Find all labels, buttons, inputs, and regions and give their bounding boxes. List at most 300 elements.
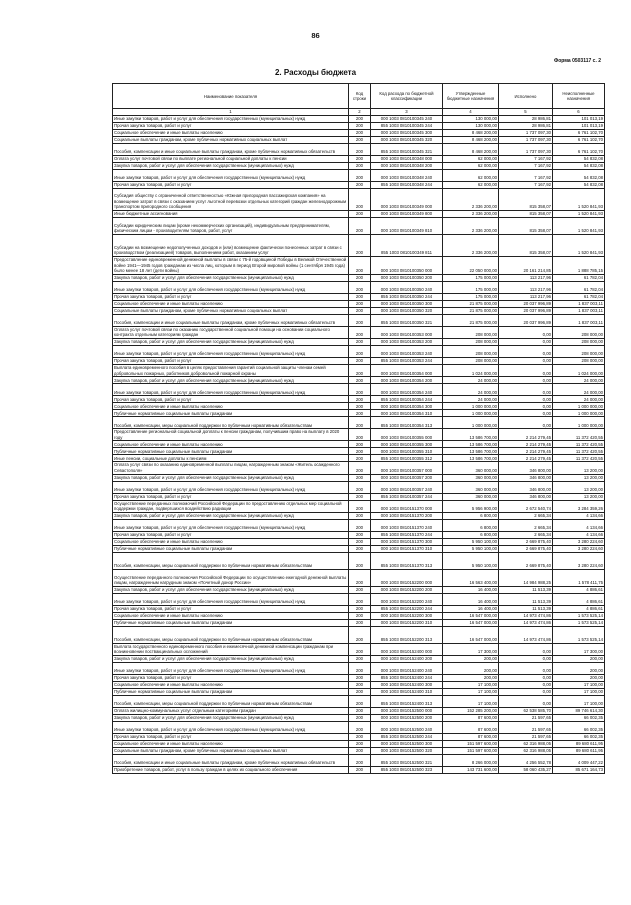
table-row [113,345,605,357]
row-line-code: 200 [349,338,371,345]
table-row [113,626,605,643]
row-name: Субсидия обществу с ограниченной ответственностью «Южная пригородная пассажирская компания» на возмещение затрат в связи с оказанием услуг льготной перевозки отдельных категорий граждан железнодорожным транспортом пригородного сообщения [113,189,349,211]
row-approved-amount: 24 000,00 [443,396,499,403]
row-approved-amount: 8 468 200,00 [443,144,499,156]
row-classification-code: 000 1003 0810100357 200 [371,474,443,481]
row-name: Закупка товаров, работ и услуг для обеспечения государственных (муниципальных) нужд [113,338,349,345]
row-unexecuted-amount: 4 886,61 [553,593,605,605]
row-line-code: 200 [349,357,371,364]
row-name: Иные закупки товаров, работ и услуг для обеспечения государственных (муниципальных) нужд [113,281,349,293]
row-classification-code: 000 1003 0810152500 300 [371,740,443,747]
row-unexecuted-amount: 4 134,66 [553,531,605,538]
row-classification-code: 855 1003 0810151370 313 [371,552,443,569]
row-executed-amount: 0,00 [499,674,553,681]
row-executed-amount: 14 973 474,86 [499,619,553,626]
row-name: Закупка товаров, работ и услуг для обеспечения государственных (муниципальных) нужд [113,163,349,170]
column-header-name: Наименование показателя [113,84,349,109]
row-executed-amount: 0,00 [499,643,553,655]
row-executed-amount: 58 060 435,27 [499,766,553,773]
row-line-code: 200 [349,137,371,144]
row-unexecuted-amount: 11 372 420,55 [553,448,605,455]
table-row [113,538,605,545]
row-name: Прочая закупка товаров, работ и услуг [113,674,349,681]
row-name: Прочая закупка товаров, работ и услуг [113,493,349,500]
row-line-code: 200 [349,163,371,170]
row-executed-amount: 7 167,92 [499,156,553,163]
row-unexecuted-amount: 17 100,00 [553,695,605,707]
row-executed-amount: 20 037 996,89 [499,300,553,307]
row-classification-code: 000 1003 0810100354 240 [371,384,443,396]
row-classification-code: 855 1003 0810152200 313 [371,626,443,643]
row-classification-code: 000 1003 0810100348 000 [371,156,443,163]
row-classification-code: 000 1003 0810100345 320 [371,137,443,144]
row-unexecuted-amount: 1 520 841,93 [553,211,605,218]
row-name: Субсидии юридическим лицам (кроме некоммерческих организаций), индивидуальным предпринимателям, физическим лицам - производителям товаров, работ, услуг [113,218,349,235]
row-name: Осуществление переданного полномочия Российской Федерации по осуществлению ежегодной денежной выплаты лицам, награжденным нагрудным знаком «Почетный донор России» [113,569,349,586]
row-name: Иные закупки товаров, работ и услуг для обеспечения государственных (муниципальных) нужд [113,593,349,605]
row-approved-amount: 21 875 000,00 [443,314,499,326]
row-approved-amount: 17 100,00 [443,688,499,695]
row-approved-amount: 24 000,00 [443,377,499,384]
column-number: 6 [553,109,605,116]
table-row [113,747,605,754]
row-name: Осуществление переданных полномочий Российской Федерации по предоставлению отдельных мер социальной поддержки граждан, подвергшихся воздействию радиации [113,500,349,512]
row-line-code: 200 [349,293,371,300]
row-line-code: 200 [349,235,371,257]
table-row [113,474,605,481]
row-unexecuted-amount: 101 013,19 [553,123,605,130]
row-classification-code: 000 1003 0810100355 300 [371,441,443,448]
row-classification-code: 000 1003 0810100349 810 [371,218,443,235]
row-classification-code: 000 1003 0810152500 240 [371,721,443,733]
row-executed-amount: 0,00 [499,662,553,674]
row-unexecuted-amount: 6 761 102,70 [553,137,605,144]
row-classification-code: 855 1003 0810100345 244 [371,123,443,130]
row-approved-amount: 5 950 100,00 [443,538,499,545]
row-name: Выплата единовременного пособия в целях предоставления гарантий социальной защиты членам семей добровольных пожарных, работников добровольной пожарной охраны [113,364,349,376]
row-name: Закупка товаров, работ и услуг для обеспечения государственных (муниципальных) нужд [113,655,349,662]
row-executed-amount: 346 800,00 [499,493,553,500]
row-approved-amount: 2 336 200,00 [443,189,499,211]
row-approved-amount: 62 000,00 [443,156,499,163]
row-line-code: 200 [349,403,371,410]
table-row [113,300,605,307]
row-executed-amount: 14 973 474,86 [499,612,553,619]
row-unexecuted-amount: 11 372 420,55 [553,455,605,462]
row-classification-code: 000 1003 0810100350 300 [371,300,443,307]
row-name: Социальные выплаты гражданам, кроме публичных нормативных социальных выплат [113,747,349,754]
table-row [113,357,605,364]
row-approved-amount: 130 000,00 [443,116,499,123]
row-name: Прочая закупка товаров, работ и услуг [113,733,349,740]
row-unexecuted-amount: 24 000,00 [553,377,605,384]
row-line-code: 200 [349,740,371,747]
row-classification-code: 000 1003 0810100354 200 [371,377,443,384]
row-unexecuted-amount: 54 832,08 [553,182,605,189]
table-row [113,281,605,293]
row-unexecuted-amount: 89 746 614,30 [553,707,605,714]
row-executed-amount: 0,00 [499,338,553,345]
row-classification-code: 000 1003 0810151370 000 [371,500,443,512]
row-approved-amount: 1 000 000,00 [443,410,499,417]
table-row [113,377,605,384]
row-approved-amount: 62 000,00 [443,182,499,189]
row-classification-code: 000 1003 0810152500 000 [371,707,443,714]
row-unexecuted-amount: 17 300,00 [553,643,605,655]
row-approved-amount: 200,00 [443,655,499,662]
header-row [113,84,605,109]
row-approved-amount: 360 000,00 [443,493,499,500]
table-row [113,605,605,612]
row-line-code: 200 [349,345,371,357]
row-executed-amount: 0,00 [499,396,553,403]
row-approved-amount: 5 950 100,00 [443,552,499,569]
row-line-code: 200 [349,182,371,189]
row-classification-code: 855 1003 0810152400 313 [371,695,443,707]
table-row [113,338,605,345]
row-approved-amount: 87 600,00 [443,714,499,721]
table-row [113,455,605,462]
table-row [113,429,605,441]
row-executed-amount: 1 737 097,30 [499,144,553,156]
row-name: Социальное обеспечение и иные выплаты населению [113,300,349,307]
table-row [113,531,605,538]
row-line-code: 200 [349,377,371,384]
row-executed-amount: 28 986,81 [499,116,553,123]
row-name: Иные бюджетные ассигнования [113,211,349,218]
row-line-code: 200 [349,714,371,721]
row-executed-amount: 2 665,34 [499,531,553,538]
row-classification-code: 000 1003 0810151370 240 [371,519,443,531]
row-executed-amount: 1 737 097,30 [499,130,553,137]
row-executed-amount: 20 037 996,89 [499,314,553,326]
row-line-code: 200 [349,655,371,662]
table-row [113,688,605,695]
row-name: Прочая закупка товаров, работ и услуг [113,531,349,538]
row-approved-amount: 21 875 000,00 [443,300,499,307]
row-approved-amount: 6 800,00 [443,512,499,519]
row-classification-code: 000 1003 0810100345 300 [371,130,443,137]
row-name: Закупка товаров, работ и услуг для обеспечения государственных (муниципальных) нужд [113,474,349,481]
row-executed-amount: 4 256 552,78 [499,754,553,766]
row-line-code: 200 [349,474,371,481]
row-unexecuted-amount: 1 888 785,15 [553,257,605,275]
page-number: 86 [311,31,320,40]
row-executed-amount: 7 167,92 [499,182,553,189]
row-executed-amount: 0,00 [499,403,553,410]
table-row [113,417,605,429]
row-name: Пособия, компенсации и иные социальные выплаты гражданам, кроме публичных нормативных обязательств [113,144,349,156]
table-row [113,481,605,493]
row-name: Прочая закупка товаров, работ и услуг [113,123,349,130]
row-classification-code: 855 1003 0810100348 244 [371,182,443,189]
row-line-code: 200 [349,429,371,441]
row-line-code: 200 [349,384,371,396]
row-name: Закупка товаров, работ и услуг для обеспечения государственных (муниципальных) нужд [113,377,349,384]
row-name: Социальное обеспечение и иные выплаты населению [113,681,349,688]
column-number: 5 [499,109,553,116]
row-classification-code: 000 1003 0810100354 000 [371,364,443,376]
row-name: Иные закупки товаров, работ и услуг для обеспечения государственных (муниципальных) нужд [113,345,349,357]
row-executed-amount: 11 513,39 [499,593,553,605]
row-line-code: 200 [349,364,371,376]
row-approved-amount: 13 586 700,00 [443,448,499,455]
row-unexecuted-amount: 3 280 224,60 [553,545,605,552]
row-approved-amount: 16 400,00 [443,586,499,593]
row-approved-amount: 360 000,00 [443,462,499,474]
row-approved-amount: 1 000 000,00 [443,417,499,429]
row-name: Закупка товаров, работ и услуг для обеспечения государственных (муниципальных) нужд [113,512,349,519]
table-row [113,307,605,314]
row-unexecuted-amount: 208 000,00 [553,338,605,345]
table-row [113,619,605,626]
row-unexecuted-amount: 89 680 611,95 [553,740,605,747]
row-unexecuted-amount: 11 372 420,55 [553,441,605,448]
row-line-code: 200 [349,674,371,681]
row-name: Предоставление региональной социальной доплаты к пенсии гражданам, получившим право на выплату в 2020 году [113,429,349,441]
table-row [113,519,605,531]
row-line-code: 200 [349,396,371,403]
row-name: Субсидии на возмещение недополученных доходов и (или) возмещение фактически понесенных затрат в связи с производством (реализацией) товаров, выполнением работ, оказанием услуг [113,235,349,257]
row-line-code: 200 [349,156,371,163]
row-name: Пособия, компенсации, меры социальной поддержки по публичным нормативным обязательствам [113,626,349,643]
row-name: Прочая закупка товаров, работ и услуг [113,357,349,364]
row-name: Публичные нормативные социальные выплаты гражданам [113,545,349,552]
row-unexecuted-amount: 6 761 102,70 [553,130,605,137]
row-executed-amount: 0,00 [499,364,553,376]
row-approved-amount: 5 956 900,00 [443,500,499,512]
row-executed-amount: 11 513,39 [499,586,553,593]
row-line-code: 200 [349,586,371,593]
row-approved-amount: 360 000,00 [443,474,499,481]
row-executed-amount: 0,00 [499,688,553,695]
row-approved-amount: 17 100,00 [443,695,499,707]
column-number-row [113,109,605,116]
row-classification-code: 000 1003 0810152400 300 [371,681,443,688]
row-executed-amount: 2 214 279,45 [499,441,553,448]
row-unexecuted-amount: 1 573 525,14 [553,619,605,626]
column-number: 4 [443,109,499,116]
row-executed-amount: 7 167,92 [499,170,553,182]
row-executed-amount: 0,00 [499,681,553,688]
row-executed-amount: 113 217,96 [499,274,553,281]
row-approved-amount: 62 000,00 [443,170,499,182]
row-approved-amount: 62 000,00 [443,163,499,170]
row-executed-amount: 20 161 214,85 [499,257,553,275]
table-row [113,612,605,619]
row-classification-code: 855 1003 0810100357 244 [371,493,443,500]
row-line-code: 200 [349,211,371,218]
table-row [113,512,605,519]
row-approved-amount: 208 000,00 [443,345,499,357]
column-number: 1 [113,109,349,116]
row-line-code: 200 [349,123,371,130]
row-approved-amount: 175 000,00 [443,281,499,293]
row-name: Прочая закупка товаров, работ и услуг [113,605,349,612]
row-line-code: 200 [349,274,371,281]
row-name: Иные закупки товаров, работ и услуг для обеспечения государственных (муниципальных) нужд [113,721,349,733]
row-executed-amount: 815 358,07 [499,189,553,211]
row-classification-code: 000 1003 0810100353 240 [371,345,443,357]
row-line-code: 200 [349,314,371,326]
row-unexecuted-amount: 11 372 420,55 [553,429,605,441]
row-unexecuted-amount: 1 520 841,93 [553,235,605,257]
row-approved-amount: 87 600,00 [443,733,499,740]
row-approved-amount: 151 597 600,00 [443,747,499,754]
row-classification-code: 000 1003 0810152500 320 [371,747,443,754]
row-unexecuted-amount: 1 024 000,00 [553,364,605,376]
row-executed-amount: 346 800,00 [499,462,553,474]
row-approved-amount: 22 050 000,00 [443,257,499,275]
row-executed-amount: 346 800,00 [499,474,553,481]
row-classification-code: 000 1003 0810100349 000 [371,189,443,211]
row-approved-amount: 5 950 100,00 [443,545,499,552]
row-name: Публичные нормативные социальные выплаты гражданам [113,448,349,455]
row-unexecuted-amount: 1 573 525,14 [553,612,605,619]
table-row [113,569,605,586]
row-unexecuted-amount: 4 134,66 [553,519,605,531]
row-name: Иные закупки товаров, работ и услуг для обеспечения государственных (муниципальных) нужд [113,170,349,182]
row-approved-amount: 6 800,00 [443,531,499,538]
row-approved-amount: 16 547 000,00 [443,619,499,626]
row-name: Социальные выплаты гражданам, кроме публичных нормативных социальных выплат [113,307,349,314]
row-executed-amount: 14 973 474,86 [499,626,553,643]
expenses-table [112,83,605,774]
row-line-code: 200 [349,512,371,519]
row-classification-code: 000 1003 0810152400 310 [371,688,443,695]
row-classification-code: 000 1003 0810152200 240 [371,593,443,605]
table-row [113,674,605,681]
table-row [113,364,605,376]
column-header-approved: Утвержденные бюджетные назначения [443,84,499,109]
row-name: Публичные нормативные социальные выплаты гражданам [113,410,349,417]
table-row [113,257,605,275]
row-executed-amount: 28 986,81 [499,123,553,130]
row-executed-amount: 7 167,92 [499,163,553,170]
table-row [113,662,605,674]
row-name: Иные пенсии, социальные доплаты к пенсиям [113,455,349,462]
row-unexecuted-amount: 66 002,35 [553,733,605,740]
row-executed-amount: 113 217,96 [499,293,553,300]
row-unexecuted-amount: 61 782,04 [553,274,605,281]
row-approved-amount: 208 000,00 [443,326,499,338]
row-unexecuted-amount: 54 832,08 [553,156,605,163]
row-approved-amount: 16 563 400,00 [443,569,499,586]
row-executed-amount: 11 513,39 [499,605,553,612]
row-approved-amount: 8 468 200,00 [443,137,499,144]
row-approved-amount: 16 547 000,00 [443,612,499,619]
row-classification-code: 855 1003 0810100350 321 [371,314,443,326]
row-unexecuted-amount: 61 782,04 [553,281,605,293]
row-classification-code: 855 1003 0810100354 313 [371,417,443,429]
row-line-code: 200 [349,721,371,733]
table-row [113,170,605,182]
row-executed-amount: 2 665,34 [499,519,553,531]
row-approved-amount: 175 000,00 [443,274,499,281]
row-executed-amount: 815 358,07 [499,218,553,235]
row-approved-amount: 200,00 [443,674,499,681]
row-name: Выплата государственного единовременного пособия и ежемесячной денежной компенсации гражданам при возникновении поствакцинальных осложнений [113,643,349,655]
table-row [113,740,605,747]
row-line-code: 200 [349,662,371,674]
table-row [113,274,605,281]
row-name: Социальное обеспечение и иные выплаты населению [113,740,349,747]
row-executed-amount: 2 672 540,74 [499,500,553,512]
row-line-code: 200 [349,448,371,455]
row-name: Оплата услуг почтовой связи по оказанию государственной социальной помощи на основании социального контракта отдельным категориям граждан [113,326,349,338]
table-row [113,189,605,211]
row-executed-amount: 2 214 279,45 [499,429,553,441]
row-executed-amount: 0,00 [499,326,553,338]
row-unexecuted-amount: 13 200,00 [553,481,605,493]
row-executed-amount: 2 214 279,45 [499,448,553,455]
row-line-code: 200 [349,281,371,293]
row-line-code: 200 [349,695,371,707]
row-classification-code: 000 1003 0810100355 310 [371,448,443,455]
row-unexecuted-amount: 4 886,61 [553,605,605,612]
row-unexecuted-amount: 13 200,00 [553,493,605,500]
row-approved-amount: 2 336 200,00 [443,235,499,257]
row-unexecuted-amount: 4 886,61 [553,586,605,593]
row-classification-code: 000 1003 0810100354 310 [371,410,443,417]
row-executed-amount: 21 597,65 [499,714,553,721]
column-header-line-code: Код строки [349,84,371,109]
row-executed-amount: 14 984 988,25 [499,569,553,586]
row-name: Социальное обеспечение и иные выплаты населению [113,538,349,545]
table-row [113,163,605,170]
row-executed-amount: 0,00 [499,655,553,662]
row-unexecuted-amount: 13 200,00 [553,474,605,481]
row-classification-code: 855 1003 0810152500 321 [371,754,443,766]
row-executed-amount: 113 217,96 [499,281,553,293]
row-approved-amount: 8 266 000,00 [443,754,499,766]
row-classification-code: 000 1003 0810100354 300 [371,403,443,410]
row-classification-code: 000 1003 0810152400 200 [371,655,443,662]
row-classification-code: 000 1003 0810100353 200 [371,338,443,345]
row-classification-code: 855 1003 0810152500 244 [371,733,443,740]
row-executed-amount: 20 037 996,89 [499,307,553,314]
row-line-code: 200 [349,538,371,545]
row-approved-amount: 13 586 700,00 [443,455,499,462]
row-unexecuted-amount: 1 837 003,11 [553,307,605,314]
table-row [113,441,605,448]
row-approved-amount: 17 300,00 [443,643,499,655]
table-row [113,493,605,500]
row-classification-code: 855 1003 0810100354 244 [371,396,443,403]
row-unexecuted-amount: 1 837 003,11 [553,300,605,307]
row-unexecuted-amount: 208 000,00 [553,357,605,364]
row-line-code: 200 [349,481,371,493]
row-name: Иные закупки товаров, работ и услуг для обеспечения государственных (муниципальных) нужд [113,519,349,531]
row-name: Иные закупки товаров, работ и услуг для обеспечения государственных (муниципальных) нужд [113,116,349,123]
row-name: Социальное обеспечение и иные выплаты населению [113,441,349,448]
form-code: Форма 0503117 с. 2 [553,58,601,64]
row-name: Социальное обеспечение и иные выплаты населению [113,130,349,137]
row-classification-code: 000 1003 0810100357 240 [371,481,443,493]
row-approved-amount: 87 600,00 [443,721,499,733]
row-classification-code: 000 1003 0810100349 800 [371,211,443,218]
row-unexecuted-amount: 1 837 003,11 [553,314,605,326]
row-line-code: 200 [349,417,371,429]
row-approved-amount: 16 547 000,00 [443,626,499,643]
row-classification-code: 000 1003 0810151370 310 [371,545,443,552]
row-name: Социальные выплаты гражданам, кроме публичных нормативных социальных выплат [113,137,349,144]
table-row [113,182,605,189]
row-approved-amount: 2 336 200,00 [443,218,499,235]
row-line-code: 200 [349,189,371,211]
row-executed-amount: 21 597,65 [499,733,553,740]
row-line-code: 200 [349,257,371,275]
